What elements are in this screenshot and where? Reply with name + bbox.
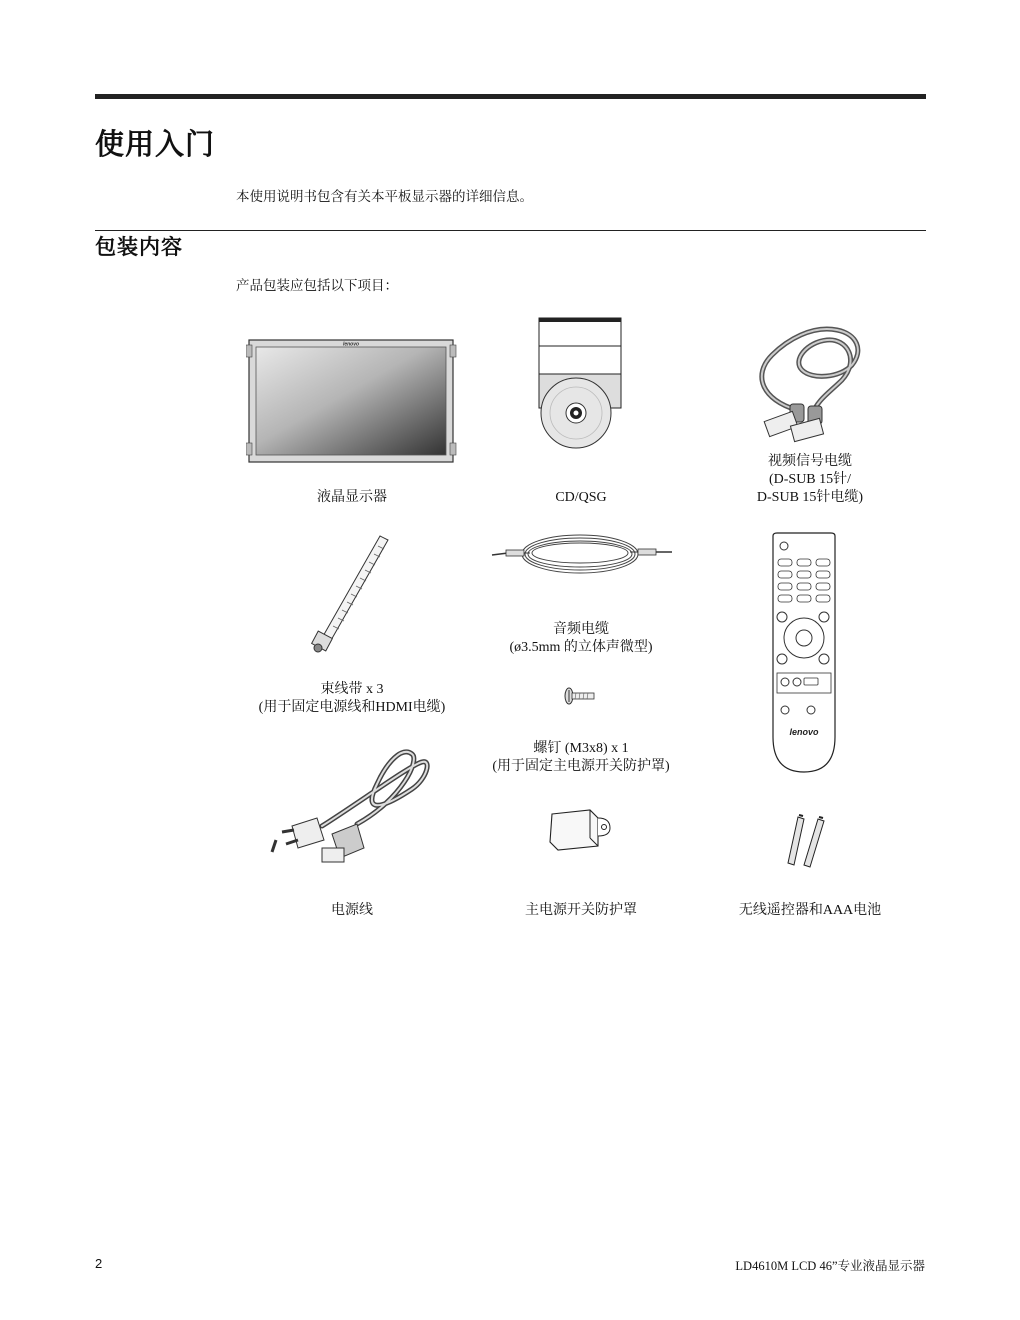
switch-cover-illustration (546, 806, 616, 854)
page-title: 使用入门 (95, 127, 216, 161)
caption-remote-batteries: 无线遥控器和AAA电池 (738, 903, 882, 918)
caption-audio-cable: 音频电缆 (ø3.5mm 的立体声微型) (509, 622, 653, 655)
intro-text: 本使用说明书包含有关本平板显示器的详细信息。 (236, 189, 533, 205)
section-title: 包装内容 (95, 235, 183, 259)
caption-switch-cover: 主电源开关防护罩 (525, 903, 637, 918)
lenovo-logo-remote: lenovo (789, 727, 819, 737)
page-number: 2 (95, 1256, 103, 1271)
caption-screw: 螺钉 (M3x8) x 1 (用于固定主电源开关防护罩) (492, 741, 670, 774)
footer-title: LD4610M LCD 46”专业液晶显示器 (735, 1259, 925, 1273)
caption-cable-tie: 束线带 x 3 (用于固定电源线和HDMI电缆) (258, 682, 446, 715)
caption-lcd-monitor: 液晶显示器 (317, 490, 387, 505)
vga-cable-illustration (752, 320, 872, 448)
section-rule (95, 230, 926, 231)
cable-tie-illustration (300, 530, 400, 660)
lenovo-logo-monitor: lenovo (342, 341, 360, 348)
cd-qsg-illustration (532, 314, 628, 454)
aaa-batteries-illustration (784, 813, 830, 869)
lcd-monitor-illustration (246, 337, 458, 465)
caption-power-cord: 电源线 (331, 903, 373, 918)
audio-cable-illustration (488, 528, 676, 580)
power-cord-illustration (262, 744, 434, 874)
screw-illustration (562, 686, 598, 706)
section-lead: 产品包装应包括以下项目： (236, 278, 398, 294)
caption-vga-cable: 视频信号电缆 (D-SUB 15针/ D-SUB 15针电缆) (756, 454, 864, 505)
remote-control-illustration (768, 532, 840, 777)
caption-cd-qsg: CD/QSG (555, 490, 607, 505)
top-rule (95, 94, 926, 99)
